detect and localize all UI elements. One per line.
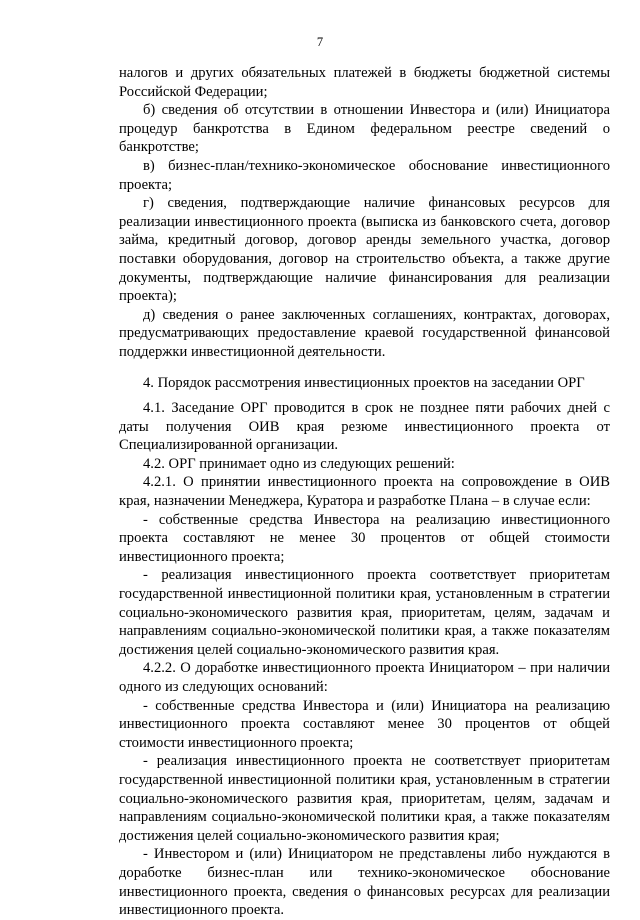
section-heading-4: 4. Порядок рассмотрения инвестиционных проектов на заседании ОРГ (143, 374, 585, 391)
document-body (119, 64, 610, 920)
paragraph-4-2-2-ground-1: - собственные средства Инвестора и (или) Инициатора на реализацию инвестиционного проекта составляют менее 30 процентов от общей стоимости инвестиционного проекта; (119, 697, 610, 751)
paragraph-4-2-2-ground-2: - реализация инвестиционного проекта не соответствует приоритетам государственной инвестиционной политики края, установленным в стратегии социально-экономического развития края, приоритетам, целям, задачам и направлениям социально-экономической политики края, а также показателям достижения целей социально-экономического развития края; (119, 753, 610, 844)
page-number: 7 (316, 35, 324, 49)
paragraph-item-b: б) сведения об отсутствии в отношении Инвестора и (или) Инициатора процедур банкротства в Едином федеральном реестре сведений о банкротстве; (119, 102, 610, 156)
paragraph-item-d: д) сведения о ранее заключенных соглашениях, контрактах, договорах, предусматривающих предоставление краевой государственной финансовой поддержки инвестиционной деятельности. (119, 306, 610, 360)
paragraph-4-2-1-condition-1: - собственные средства Инвестора на реализацию инвестиционного проекта составляют не менее 30 процентов от общей стоимости инвестиционного проекта; (119, 511, 610, 565)
paragraph-4-1: 4.1. Заседание ОРГ проводится в срок не позднее пяти рабочих дней с даты получения ОИВ края резюме инвестиционного проекта от Специализированной организации. (119, 400, 610, 454)
paragraph-4-2: 4.2. ОРГ принимает одно из следующих решений: (143, 455, 455, 472)
paragraph-item-v: в) бизнес-план/технико-экономическое обоснование инвестиционного проекта; (119, 157, 610, 193)
paragraph-4-2-2-ground-3: - Инвестором и (или) Инициатором не представлены либо нуждаются в доработке бизнес-план или технико-экономическое обоснование инвестиционного проекта, сведения о финансовых ресурсах для реализации инвестиционного проекта. (119, 846, 610, 919)
paragraph-taxes-continuation: налогов и других обязательных платежей в бюджеты бюджетной системы Российской Федерации; (119, 65, 610, 100)
paragraph-item-g: г) сведения, подтверждающие наличие финансовых ресурсов для реализации инвестиционного проекта (выписка из банковского счета, договор займа, кредитный договор, договор аренды земельного участка, договор поставки оборудования, договор на строительство объекта, а также другие документы, подтверждающие наличие финансирования для реализации проекта); (119, 195, 610, 305)
paragraph-4-2-1-condition-2: - реализация инвестиционного проекта соответствует приоритетам государственной инвестиционной политики края, установленным в стратегии социально-экономического развития края, приоритетам, целям, задачам и направлениям социально-экономической политики края, а также показателям достижения целей социально-экономического развития края. (119, 567, 610, 658)
paragraph-4-2-2: 4.2.2. О доработке инвестиционного проекта Инициатором – при наличии одного из следующих оснований: (119, 660, 610, 695)
paragraph-4-2-1: 4.2.1. О принятии инвестиционного проекта на сопровождение в ОИВ края, назначении Менеджера, Куратора и разработке Плана – в случае если: (119, 474, 610, 510)
